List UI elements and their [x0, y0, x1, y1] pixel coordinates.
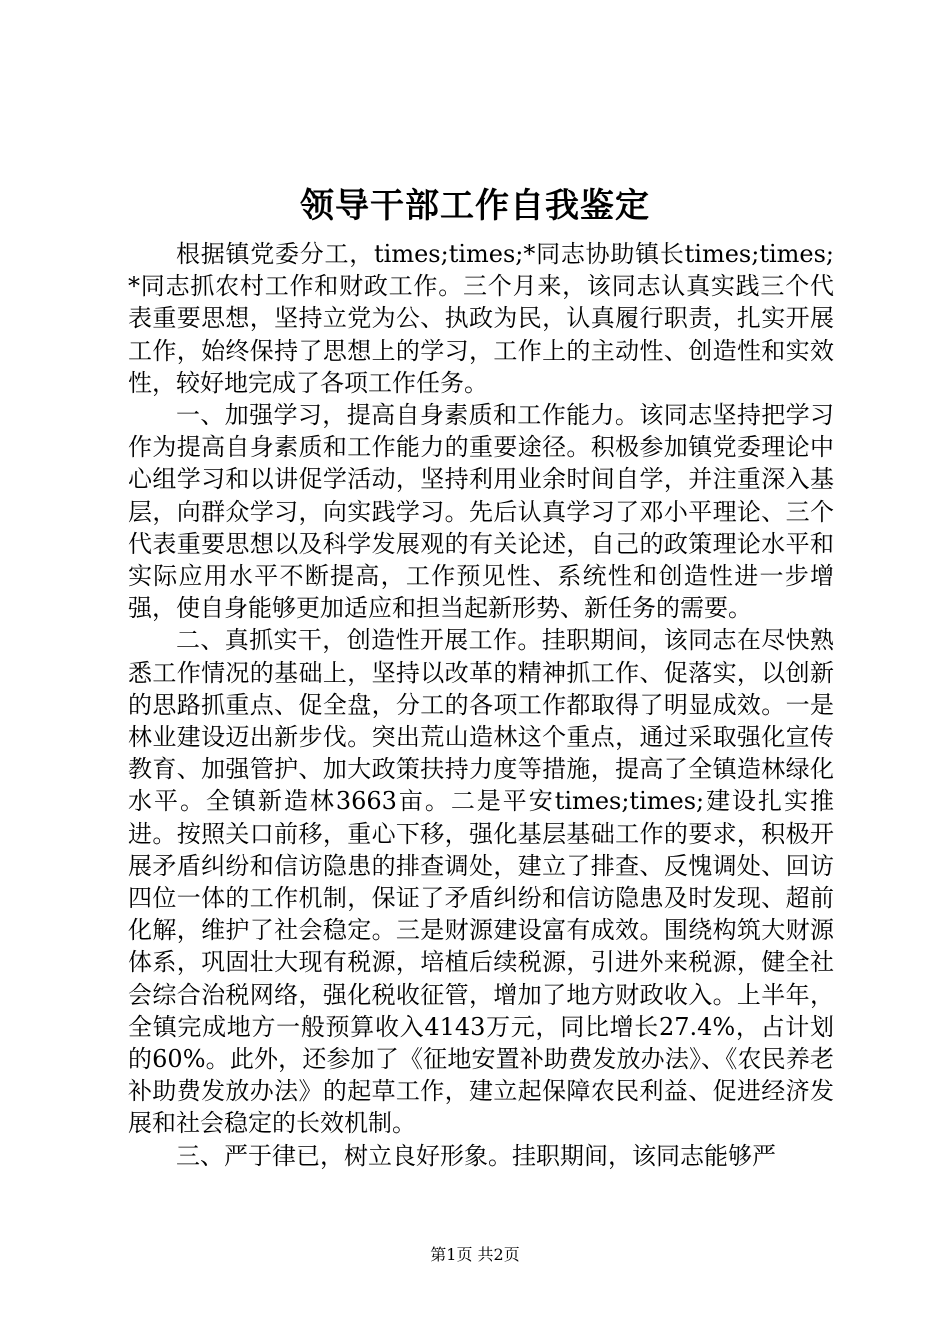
page-number-footer: 第1页 共2页: [430, 1245, 520, 1264]
paragraph-section-2: 二、真抓实干，创造性开展工作。挂职期间，该同志在尽快熟悉工作情况的基础上，坚持以改革的精神抓工作、促落实，以创新的思路抓重点、促全盘，分工的各项工作都取得了明显成效。一是林业建设迈出新步伐。突出荒山造林这个重点，通过采取强化宣传教育、加强管护、加大政策扶持力度等措施，提高了全镇造林绿化水平。全镇新造林3663亩。二是平安times;times;建设扎实推进。按照关口前移，重心下移，强化基层基础工作的要求，积极开展矛盾纠纷和信访隐患的排查调处，建立了排查、反愧调处、回访四位一体的工作机制，保证了矛盾纠纷和信访隐患及时发现、超前化解，维护了社会稳定。三是财源建设富有成效。围绕构筑大财源体系，巩固壮大现有税源，培植后续税源，引进外来税源，健全社会综合治税网络，强化税收征管，增加了地方财政收入。上半年，全镇完成地方一般预算收入4143万元，同比增长27.4%，占计划的60%。此外，还参加了《征地安置补助费发放办法》、《农民养老补助费发放办法》的起草工作，建立起保障农民利益、促进经济发展和社会稳定的长效机制。: [128, 626, 834, 1138]
document-title: 领导干部工作自我鉴定: [300, 186, 650, 226]
paragraph-section-3: 三、严于律已，树立良好形象。挂职期间，该同志能够严: [176, 1141, 776, 1170]
paragraph-intro: 根据镇党委分工，times;times;*同志协助镇长times;times;*同志抓农村工作和财政工作。三个月来，该同志认真实践三个代表重要思想，坚持立党为公、执政为民，认真履行职责，扎实开展工作，始终保持了思想上的学习，工作上的主动性、创造性和实效性，较好地完成了各项工作任务。: [128, 240, 834, 397]
paragraph-section-1: 一、加强学习，提高自身素质和工作能力。该同志坚持把学习作为提高自身素质和工作能力的重要途径。积极参加镇党委理论中心组学习和以讲促学活动，坚持利用业余时间自学，并注重深入基层，向群众学习，向实践学习。先后认真学习了邓小平理论、三个代表重要思想以及科学发展观的有关论述，自己的政策理论水平和实际应用水平不断提高，工作预见性、系统性和创造性进一步增强，使自身能够更加适应和担当起新形势、新任务的需要。: [128, 401, 834, 623]
document-body: [128, 238, 834, 1172]
